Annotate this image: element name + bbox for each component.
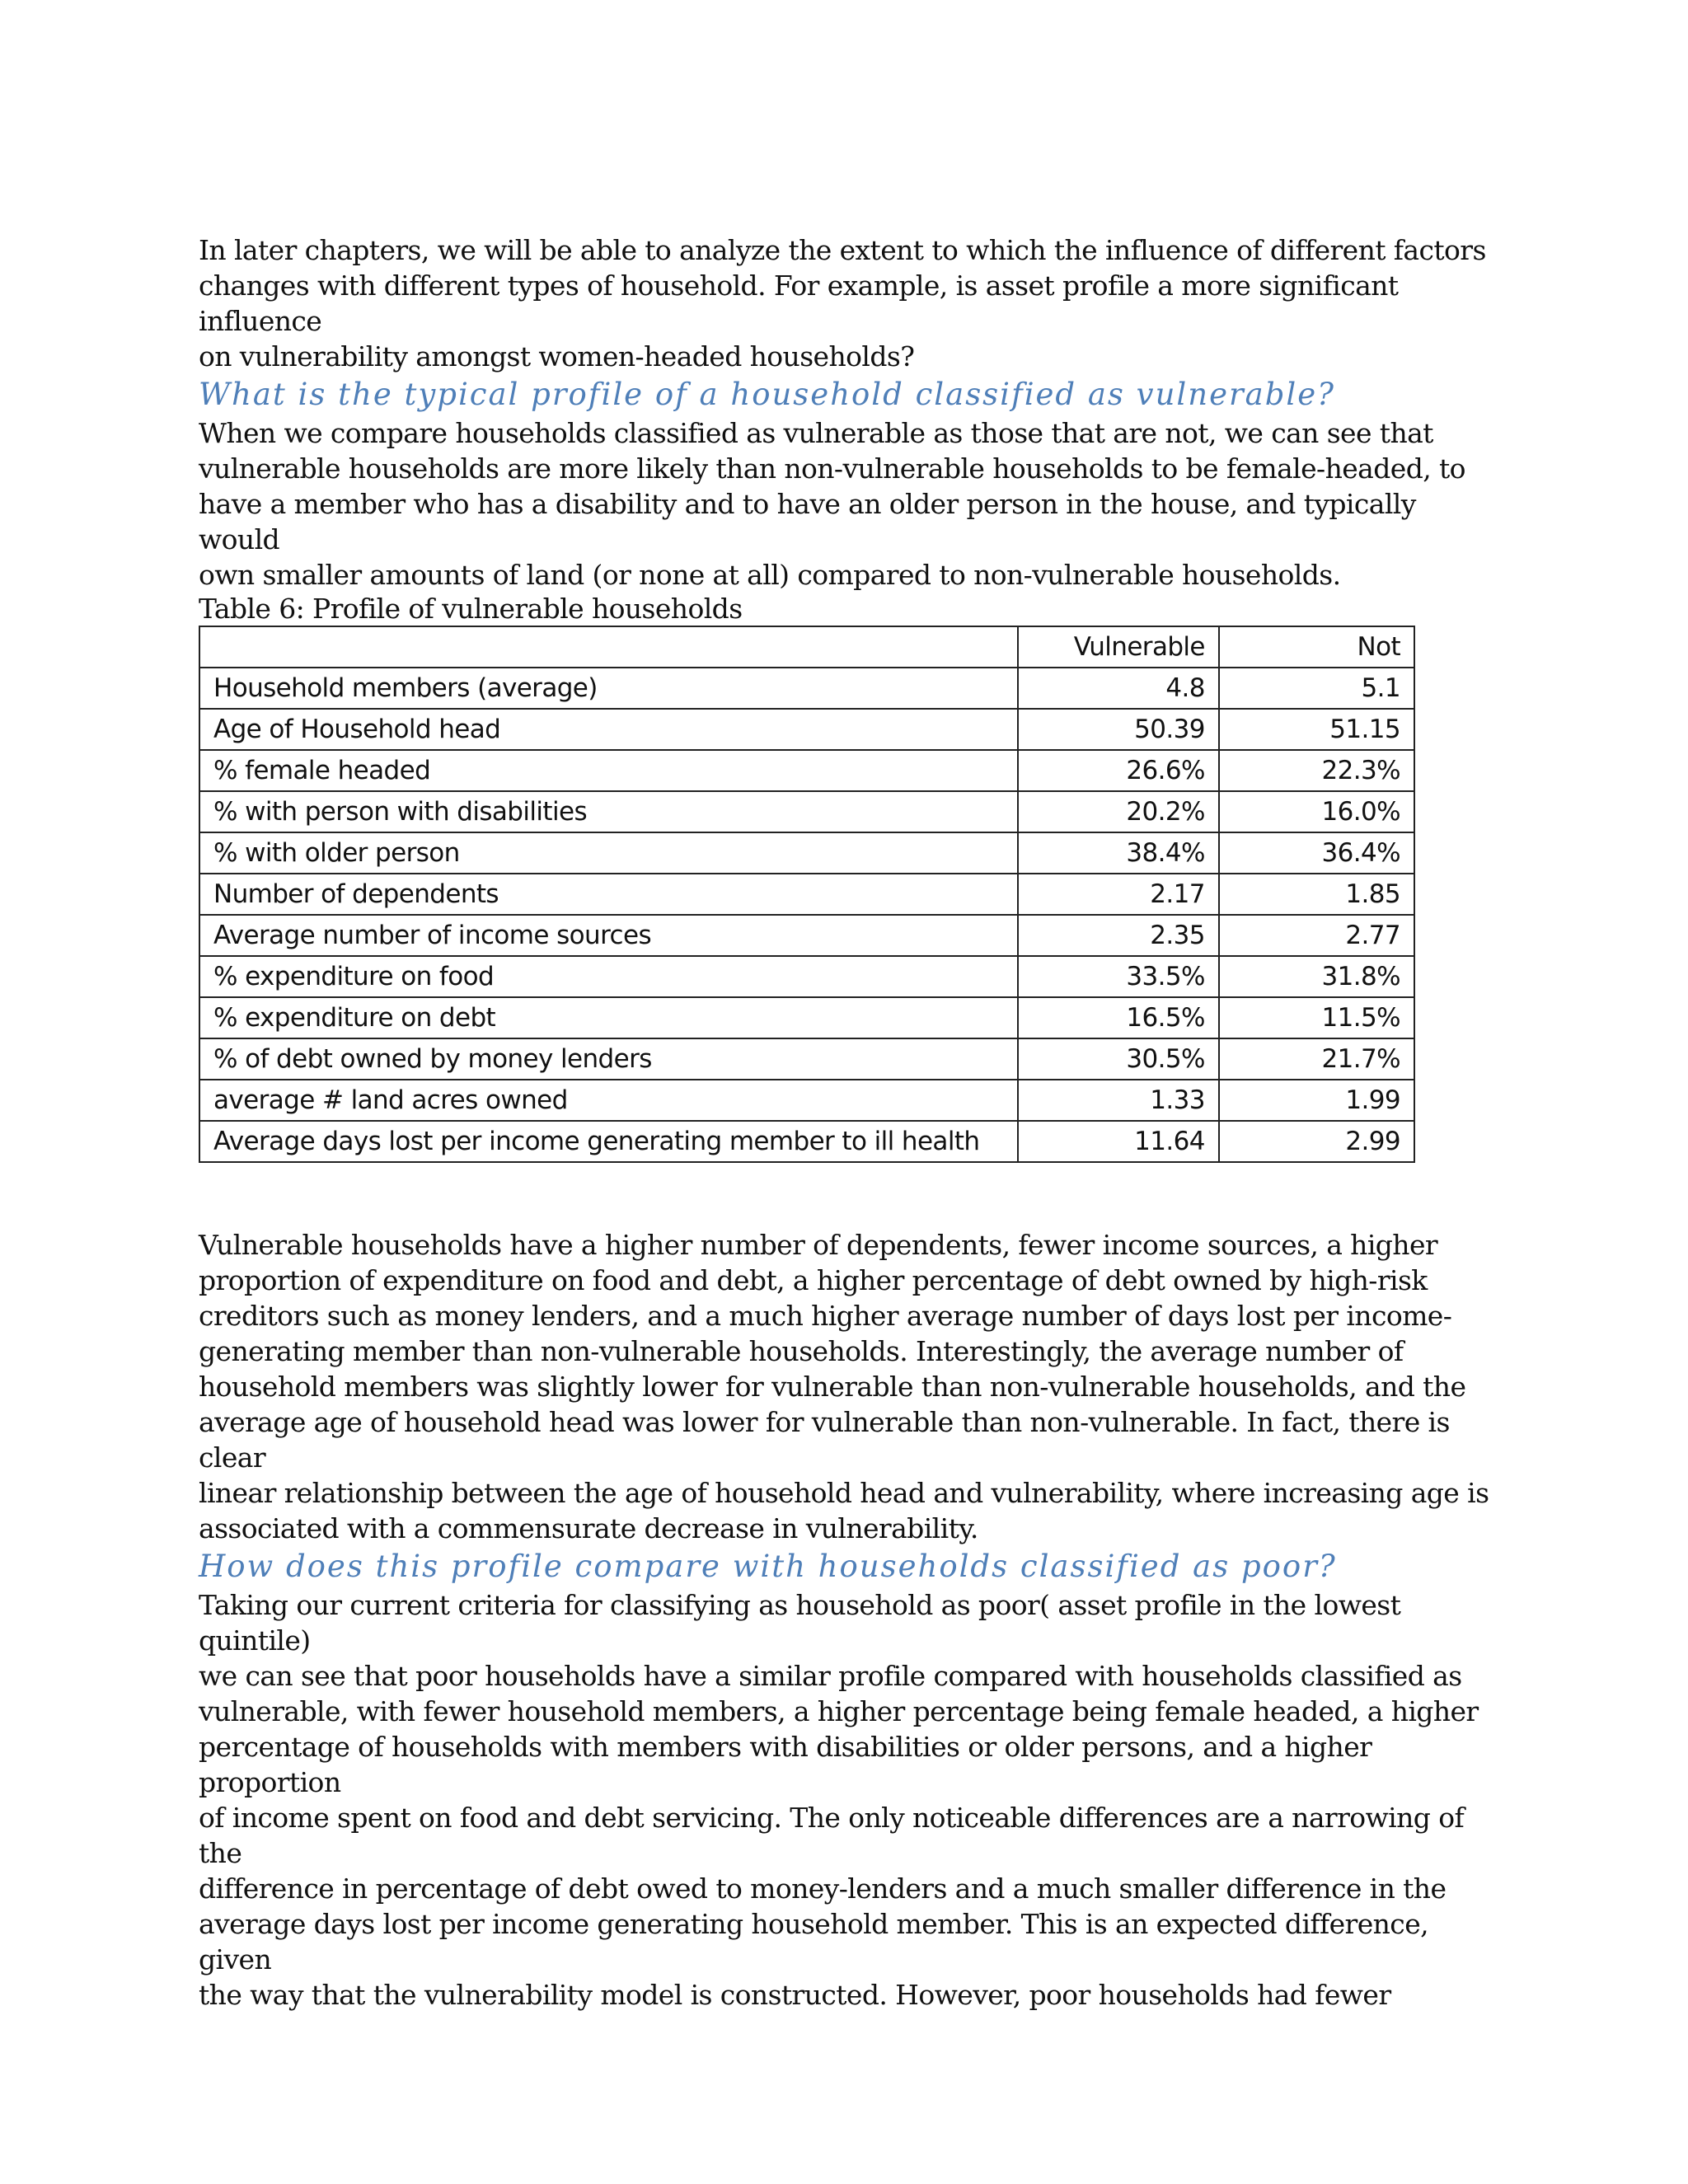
row-vulnerable-value: 4.8 (1018, 668, 1219, 709)
row-not-value: 36.4% (1219, 832, 1414, 874)
table-header-row (199, 626, 1414, 668)
row-vulnerable-value: 30.5% (1018, 1038, 1219, 1080)
row-vulnerable-value: 1.33 (1018, 1080, 1219, 1121)
header-vulnerable: Vulnerable (1018, 626, 1219, 668)
row-label: Average number of income sources (199, 915, 1018, 956)
row-label: % female headed (199, 750, 1018, 791)
comparison-paragraph: When we compare households classified as vulnerable as those that are not, we can see that vulnerable households are more likely than non-vulnerable households to be female-headed, to have a member who has a disability and to have an older person in the house, and typically would own smaller amounts of land (or none at all) compared to non-vulnerable households. (199, 417, 1465, 591)
profile-table-body (199, 668, 1414, 1162)
row-vulnerable-value: 2.35 (1018, 915, 1219, 956)
row-not-value: 2.99 (1219, 1121, 1414, 1162)
profile-table-header (199, 626, 1414, 668)
header-not: Not (1219, 626, 1414, 668)
row-label: % with person with disabilities (199, 791, 1018, 832)
row-not-value: 31.8% (1219, 956, 1414, 997)
row-vulnerable-value: 2.17 (1018, 874, 1219, 915)
row-vulnerable-value: 11.64 (1018, 1121, 1219, 1162)
table-row (199, 791, 1414, 832)
row-label: Household members (average) (199, 668, 1018, 709)
row-label: % with older person (199, 832, 1018, 874)
row-label: % expenditure on debt (199, 997, 1018, 1038)
table-row (199, 1121, 1414, 1162)
table-row (199, 874, 1414, 915)
table-row (199, 915, 1414, 956)
table-row (199, 709, 1414, 750)
row-vulnerable-value: 50.39 (1018, 709, 1219, 750)
row-not-value: 22.3% (1219, 750, 1414, 791)
intro-paragraph: In later chapters, we will be able to analyze the extent to which the influence of different factors changes with different types of household. For example, is asset profile a more significant influence on vulnerability amongst women-headed households? (199, 234, 1486, 373)
row-label: % of debt owned by money lenders (199, 1038, 1018, 1080)
vulnerable-detail-paragraph: Vulnerable households have a higher number of dependents, fewer income sources, a higher proportion of expenditure on food and debt, a higher percentage of debt owned by high-risk creditors such as money lenders, and a much higher average number of days lost per income- generating member than non-vulnerable households. Interestingly, the average number of household members was slightly lower for vulnerable than non-vulnerable households, and the average age of household head was lower for vulnerable than non-vulnerable. In fact, there is clear linear relationship between the age of household head and vulnerability, where increasing age is associated with a commensurate decrease in vulnerability. (199, 1229, 1489, 1544)
row-not-value: 51.15 (1219, 709, 1414, 750)
table-row (199, 956, 1414, 997)
row-vulnerable-value: 26.6% (1018, 750, 1219, 791)
row-not-value: 11.5% (1219, 997, 1414, 1038)
table-row (199, 1038, 1414, 1080)
section-heading-poor-compare: How does this profile compare with households classified as poor? (199, 1549, 1337, 1584)
poor-detail-paragraph: Taking our current criteria for classifying as household as poor( asset profile in the lowest quintile) we can see that poor households have a similar profile compared with households classified as vulnerable, with fewer household members, a higher percentage being female headed, a higher percentage of households with members with disabilities or older persons, and a higher proportion of income spent on food and debt servicing. The only noticeable differences are a narrowing of the difference in percentage of debt owed to money-lenders and a much smaller difference in the average days lost per income generating household member. This is an expected difference, given the way that the vulnerability model is constructed. However, poor households had fewer (199, 1589, 1479, 2011)
row-not-value: 2.77 (1219, 915, 1414, 956)
row-not-value: 16.0% (1219, 791, 1414, 832)
row-vulnerable-value: 16.5% (1018, 997, 1219, 1038)
table-row (199, 750, 1414, 791)
row-label: Age of Household head (199, 709, 1018, 750)
table-row (199, 1080, 1414, 1121)
row-label: Number of dependents (199, 874, 1018, 915)
table-row (199, 832, 1414, 874)
row-vulnerable-value: 33.5% (1018, 956, 1219, 997)
table-caption: Table 6: Profile of vulnerable households (199, 593, 743, 625)
row-not-value: 1.85 (1219, 874, 1414, 915)
row-label: average # land acres owned (199, 1080, 1018, 1121)
profile-table (199, 626, 1415, 1163)
page-content (199, 232, 1501, 2013)
row-label: Average days lost per income generating member to ill health (199, 1121, 1018, 1162)
row-label: % expenditure on food (199, 956, 1018, 997)
table-row (199, 668, 1414, 709)
row-not-value: 21.7% (1219, 1038, 1414, 1080)
row-not-value: 1.99 (1219, 1080, 1414, 1121)
table-row (199, 997, 1414, 1038)
section-heading-typical-profile: What is the typical profile of a household classified as vulnerable? (199, 377, 1335, 412)
header-label-cell (199, 626, 1018, 668)
row-vulnerable-value: 20.2% (1018, 791, 1219, 832)
row-not-value: 5.1 (1219, 668, 1414, 709)
row-vulnerable-value: 38.4% (1018, 832, 1219, 874)
